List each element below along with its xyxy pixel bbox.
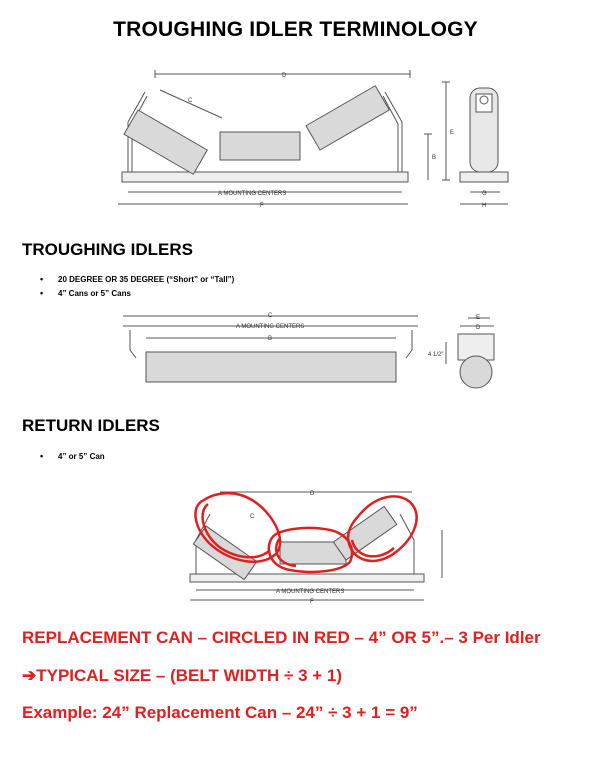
dim-h-label: H bbox=[482, 203, 487, 209]
list-item: • 4” or 5” Can bbox=[40, 452, 105, 461]
page-title: TROUGHING IDLER TERMINOLOGY bbox=[113, 18, 478, 41]
dim-g-label: G bbox=[482, 191, 487, 197]
dim-f-label: F bbox=[260, 203, 264, 209]
dim-b-label: B bbox=[432, 155, 437, 161]
dim-d-label: D bbox=[476, 325, 481, 331]
dim-c-label: C bbox=[268, 313, 273, 319]
troughing-idlers-heading: TROUGHING IDLERS bbox=[22, 240, 193, 259]
list-item: • 20 DEGREE OR 35 DEGREE (“Short” or “Tall”) bbox=[40, 275, 234, 284]
dim-a-label: A MOUNTING CENTERS bbox=[236, 324, 305, 330]
typical-size-text: TYPICAL SIZE – (BELT WIDTH ÷ 3 + 1) bbox=[36, 666, 343, 685]
dim-b-label: B bbox=[268, 336, 273, 342]
dim-e-label: E bbox=[476, 315, 481, 321]
dim-a-label: A MOUNTING CENTERS bbox=[276, 589, 345, 595]
dim-f-label: F bbox=[310, 599, 314, 605]
return-idler-diagram bbox=[118, 308, 508, 400]
example-note: Example: 24” Replacement Can – 24” ÷ 3 + 1 = 9” bbox=[22, 703, 418, 722]
arrow-right-icon: ➔ bbox=[22, 666, 37, 685]
list-item: • 4” Cans or 5” Cans bbox=[40, 289, 234, 298]
dim-d-label: D bbox=[310, 491, 315, 497]
dim-a-label: A MOUNTING CENTERS bbox=[218, 191, 287, 197]
return-idlers-heading: RETURN IDLERS bbox=[22, 416, 160, 435]
troughing-idler-diagram bbox=[110, 62, 510, 212]
dim-e-label: E bbox=[450, 130, 455, 136]
circled-cans-diagram bbox=[180, 482, 450, 612]
dim-d-label: D bbox=[282, 73, 287, 79]
return-idlers-list bbox=[40, 452, 105, 466]
typical-size-note bbox=[22, 666, 342, 686]
dim-half-label: 4 1/2″ bbox=[428, 352, 444, 358]
replacement-can-note: REPLACEMENT CAN – CIRCLED IN RED – 4” OR 5”.– 3 Per Idler bbox=[22, 628, 541, 647]
dim-c-label: C bbox=[188, 98, 193, 104]
dim-c-label: C bbox=[250, 514, 255, 520]
troughing-idlers-list bbox=[40, 275, 234, 303]
